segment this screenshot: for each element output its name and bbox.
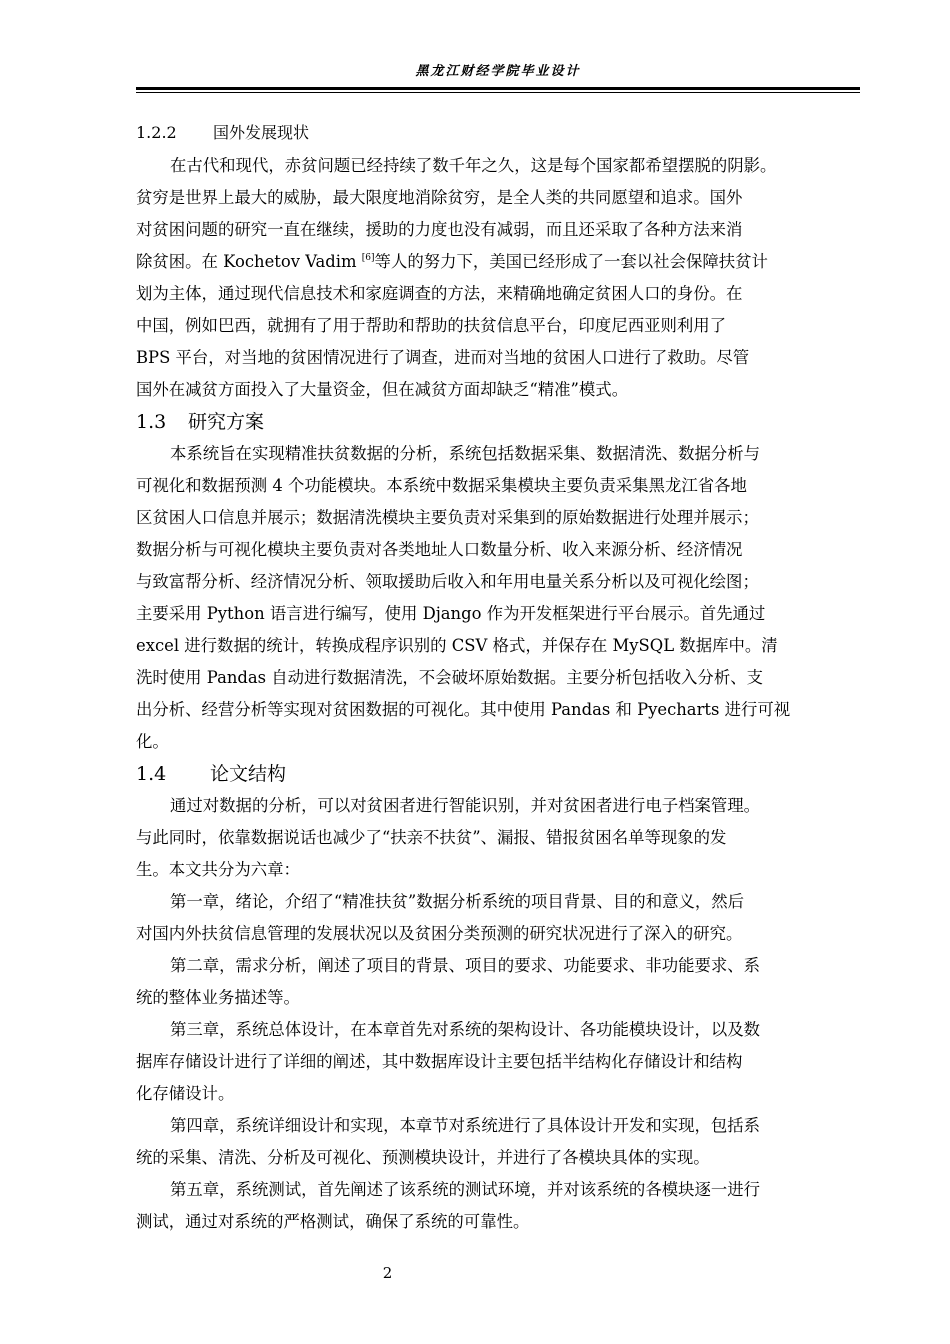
text-line: 国外在减贫方面投入了大量资金，但在减贫方面却缺乏“精准”模式。: [136, 380, 629, 399]
text-line: 统的整体业务描述等。: [136, 988, 300, 1007]
text-line: 测试，通过对系统的严格测试，确保了系统的可靠性。: [136, 1212, 530, 1231]
text-line: 在古代和现代，赤贫问题已经持续了数千年之久，这是每个国家都希望摆脱的阴影。: [170, 156, 777, 175]
text-line: 洗时使用 Pandas 自动进行数据清洗，不会破坏原始数据。主要分析包括收入分析、支: [136, 668, 763, 687]
heading-title: 论文结构: [210, 763, 287, 785]
text-segment: 除贫困。在 Kochetov Vadim: [136, 252, 362, 271]
heading-title: 国外发展现状: [213, 123, 310, 142]
paragraph-chapter-5: [136, 1174, 862, 1238]
heading-1-2-2: [136, 118, 862, 150]
text-line: 据库存储设计进行了详细的阐述，其中数据库设计主要包括半结构化存储设计和结构: [136, 1052, 743, 1071]
page-number: 2: [382, 1264, 393, 1282]
text-line: excel 进行数据的统计，转换成程序识别的 CSV 格式，并保存在 MySQL 数据库中。清: [136, 636, 778, 655]
text-line: 第一章，绪论，介绍了“精准扶贫”数据分析系统的项目背景、目的和意义，然后: [170, 892, 745, 911]
paragraph-chapter-1: [136, 886, 862, 950]
text-line: 第四章，系统详细设计和实现，本章节对系统进行了具体设计开发和实现，包括系: [170, 1116, 761, 1135]
header-rule-thin: [136, 92, 860, 93]
paragraph-chapter-4: [136, 1110, 862, 1174]
text-line: 第二章，需求分析，阐述了项目的背景、项目的要求、功能要求、非功能要求、系: [170, 956, 761, 975]
text-line: 与致富帮分析、经济情况分析、领取援助后收入和年用电量关系分析以及可视化绘图；: [136, 572, 759, 591]
paragraph-foreign-development: [136, 150, 862, 406]
text-line: 化存储设计。: [136, 1084, 235, 1103]
text-line: 通过对数据的分析，可以对贫困者进行智能识别，并对贫困者进行电子档案管理。: [170, 796, 761, 815]
heading-1-3: [136, 406, 862, 438]
text-line: 数据分析与可视化模块主要负责对各类地址人口数量分析、收入来源分析、经济情况: [136, 540, 743, 559]
text-line: BPS 平台，对当地的贫困情况进行了调查，进而对当地的贫困人口进行了救助。尽管: [136, 348, 750, 367]
paragraph-chapter-2: [136, 950, 862, 1014]
text-line: 区贫困人口信息并展示；数据清洗模块主要负责对采集到的原始数据进行处理并展示；: [136, 508, 759, 527]
text-line: 主要采用 Python 语言进行编写，使用 Django 作为开发框架进行平台展示。首先通过: [136, 604, 766, 623]
text-line: 第五章，系统测试，首先阐述了该系统的测试环境，并对该系统的各模块逐一进行: [170, 1180, 761, 1199]
heading-number: 1.4: [136, 763, 167, 785]
citation-reference[interactable]: [6]: [361, 253, 375, 263]
paragraph-chapter-3: [136, 1014, 862, 1110]
header-rule-thick: [136, 87, 860, 90]
text-line: 中国，例如巴西，就拥有了用于帮助和帮助的扶贫信息平台，印度尼西亚则利用了: [136, 316, 727, 335]
text-line: 生。本文共分为六章：: [136, 860, 300, 879]
page-header: 黑龙江财经学院毕业设计: [415, 64, 581, 79]
heading-number: 1.2.2: [136, 123, 177, 142]
heading-title: 研究方案: [188, 411, 265, 433]
text-line: 统的采集、清洗、分析及可视化、预测模块设计，并进行了各模块具体的实现。: [136, 1148, 710, 1167]
paragraph-research-plan: [136, 438, 862, 758]
text-segment: 等人的努力下，美国已经形成了一套以社会保障扶贫计: [374, 252, 768, 271]
text-line: 贫穷是世界上最大的威胁，最大限度地消除贫穷，是全人类的共同愿望和追求。国外: [136, 188, 743, 207]
text-line: 第三章，系统总体设计，在本章首先对系统的架构设计、各功能模块设计，以及数: [170, 1020, 761, 1039]
text-line-with-citation: [136, 246, 862, 278]
text-line: 可视化和数据预测 4 个功能模块。本系统中数据采集模块主要负责采集黑龙江省各地: [136, 476, 747, 495]
text-line: 对贫困问题的研究一直在继续，援助的力度也没有减弱，而且还采取了各种方法来消: [136, 220, 743, 239]
text-line: 化。: [136, 732, 169, 751]
paragraph-structure-intro: [136, 790, 862, 886]
text-line: 与此同时，依靠数据说话也减少了“扶亲不扶贫”、漏报、错报贫困名单等现象的发: [136, 828, 727, 847]
heading-number: 1.3: [136, 411, 167, 433]
text-line: 对国内外扶贫信息管理的发展状况以及贫困分类预测的研究状况进行了深入的研究。: [136, 924, 743, 943]
text-line: 本系统旨在实现精准扶贫数据的分析，系统包括数据采集、数据清洗、数据分析与: [170, 444, 761, 463]
text-line: 划为主体，通过现代信息技术和家庭调查的方法，来精确地确定贫困人口的身份。在: [136, 284, 743, 303]
document-body: [136, 118, 862, 1238]
text-line: 出分析、经营分析等实现对贫困数据的可视化。其中使用 Pandas 和 Pyecharts 进行可视: [136, 700, 791, 719]
heading-1-4: [136, 758, 862, 790]
